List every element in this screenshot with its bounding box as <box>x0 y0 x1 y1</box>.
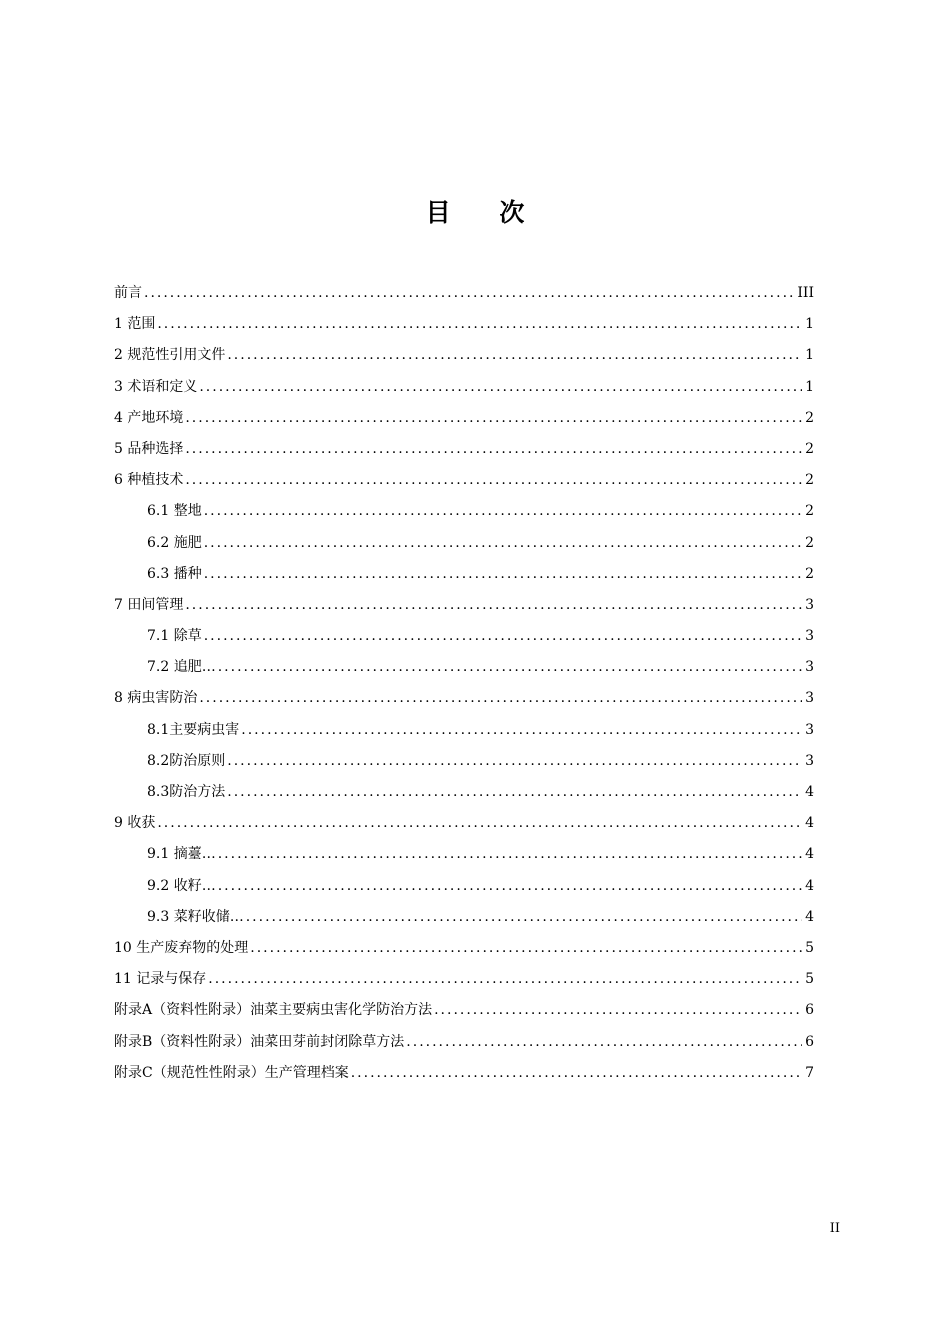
toc-entry-label: 1 范围 <box>114 316 156 333</box>
toc-entry-label: 附录A（资料性附录）油菜主要病虫害化学防治方法 <box>114 1002 433 1019</box>
toc-entry-page: 4 <box>805 908 814 925</box>
toc-entry[interactable] <box>114 875 814 906</box>
toc-entry[interactable] <box>114 750 814 781</box>
toc-entry-page: 2 <box>805 472 814 489</box>
toc-entry[interactable] <box>114 625 814 656</box>
toc-entry-label: 6.3 播种 <box>147 565 202 582</box>
toc-entry[interactable] <box>114 407 814 438</box>
toc-entry-label: 7 田间管理 <box>114 596 184 613</box>
toc-entry-page: 3 <box>805 690 814 707</box>
toc-dot-leader <box>144 285 795 301</box>
toc-entry-label: 5 品种选择 <box>114 440 184 457</box>
toc-dot-leader <box>246 909 802 925</box>
toc-dot-leader <box>157 815 802 831</box>
toc-entry[interactable] <box>114 968 814 999</box>
toc-entry[interactable] <box>114 999 814 1030</box>
toc-entry[interactable] <box>114 781 814 812</box>
toc-dot-leader <box>185 472 802 488</box>
toc-entry-label: 6.1 整地 <box>147 503 202 520</box>
toc-entry[interactable] <box>114 438 814 469</box>
toc-entry-label: 9.3 菜籽收储… <box>147 908 244 925</box>
toc-entry[interactable] <box>114 843 814 874</box>
toc-dot-leader <box>208 971 802 987</box>
toc-dot-leader <box>185 410 802 426</box>
toc-entry-page: 4 <box>805 846 814 863</box>
toc-dot-leader <box>250 940 802 956</box>
toc-entry-label: 附录C（规范性性附录）生产管理档案 <box>114 1064 349 1081</box>
toc-dot-leader <box>218 878 802 894</box>
toc-dot-leader <box>157 316 802 332</box>
toc-dot-leader <box>204 566 802 582</box>
toc-entry-label: 8.1主要病虫害 <box>147 721 240 738</box>
toc-dot-leader <box>227 784 802 800</box>
toc-entry[interactable] <box>114 1031 814 1062</box>
toc-entry-page: 3 <box>805 596 814 613</box>
toc-entry-label: 11 记录与保存 <box>114 971 207 988</box>
toc-entry-page: 2 <box>805 409 814 426</box>
toc-entry-label: 7.1 除草 <box>147 628 202 645</box>
toc-dot-leader <box>406 1034 802 1050</box>
toc-entry-page: 5 <box>805 939 814 956</box>
toc-entry[interactable] <box>114 719 814 750</box>
toc-entry-label: 8.3防治方法 <box>147 784 226 800</box>
toc-entry-label: 6 种植技术 <box>114 472 184 489</box>
toc-entry-label: 前言 <box>114 285 142 301</box>
toc-entry-label: 8 病虫害防治 <box>114 690 198 707</box>
toc-entry-page: 7 <box>805 1064 814 1081</box>
toc-entry[interactable] <box>114 594 814 625</box>
toc-entry-page: 4 <box>805 815 814 832</box>
toc-entry-page: 3 <box>805 721 814 738</box>
toc-entry-page: 3 <box>805 752 814 769</box>
toc-entry[interactable] <box>114 937 814 968</box>
toc-entry[interactable] <box>114 563 814 594</box>
toc-entry-label: 6.2 施肥 <box>147 534 202 551</box>
toc-dot-leader <box>204 628 802 644</box>
toc-dot-leader <box>185 597 802 613</box>
page-number: II <box>829 1221 840 1236</box>
toc-entry-page: 6 <box>805 1002 814 1019</box>
toc-entry-page: 3 <box>805 628 814 645</box>
toc-entry-page: 4 <box>805 877 814 894</box>
toc-entry[interactable] <box>114 376 814 407</box>
toc-entry-label: 3 术语和定义 <box>114 378 198 395</box>
toc-entry-label: 4 产地环境 <box>114 409 184 426</box>
toc-dot-leader <box>185 441 802 457</box>
toc-entry-label: 附录B（资料性附录）油菜田芽前封闭除草方法 <box>114 1033 405 1050</box>
toc-entry[interactable] <box>114 282 814 313</box>
toc-dot-leader <box>199 379 802 395</box>
toc-entry-page: 2 <box>805 440 814 457</box>
toc-entry-label: 9.1 摘薹… <box>147 846 216 863</box>
toc-dot-leader <box>434 1002 802 1018</box>
toc-entry[interactable] <box>114 1062 814 1093</box>
toc-entry[interactable] <box>114 687 814 718</box>
toc-entry[interactable] <box>114 313 814 344</box>
toc-entry-label: 9.2 收籽… <box>147 877 216 894</box>
toc-dot-leader <box>199 690 802 706</box>
toc-entry[interactable] <box>114 500 814 531</box>
toc-dot-leader <box>227 347 802 363</box>
page-title: 目 次 <box>425 198 545 227</box>
toc-entry-page: 3 <box>805 659 814 676</box>
toc-entry[interactable] <box>114 469 814 500</box>
toc-entry-page: 1 <box>805 378 814 395</box>
toc-entry-label: 8.2防治原则 <box>147 752 226 769</box>
toc-entry-page: 6 <box>805 1033 814 1050</box>
toc-entry-label: 2 规范性引用文件 <box>114 347 226 364</box>
toc-dot-leader <box>241 722 802 738</box>
toc-entry-page: 1 <box>805 316 814 333</box>
toc-entry-label: 9 收获 <box>114 815 156 832</box>
toc-dot-leader <box>227 753 802 769</box>
toc-entry[interactable] <box>114 812 814 843</box>
toc-dot-leader <box>351 1065 802 1081</box>
table-of-contents <box>114 282 814 1093</box>
toc-dot-leader <box>204 503 802 519</box>
toc-entry-page: 2 <box>805 534 814 551</box>
toc-entry-page: 2 <box>805 503 814 520</box>
toc-entry[interactable] <box>114 906 814 937</box>
toc-entry-page: 1 <box>805 347 814 364</box>
toc-entry-page: 5 <box>805 971 814 988</box>
toc-dot-leader <box>204 535 802 551</box>
toc-entry[interactable] <box>114 344 814 375</box>
toc-entry-page: III <box>797 285 814 301</box>
toc-entry-label: 10 生产废弃物的处理 <box>114 939 249 956</box>
toc-entry[interactable] <box>114 532 814 563</box>
toc-dot-leader <box>218 659 802 675</box>
toc-entry-page: 2 <box>805 565 814 582</box>
toc-entry[interactable] <box>114 656 814 687</box>
toc-dot-leader <box>218 846 802 862</box>
toc-entry-page: 4 <box>805 784 814 800</box>
toc-entry-label: 7.2 追肥… <box>147 659 216 676</box>
